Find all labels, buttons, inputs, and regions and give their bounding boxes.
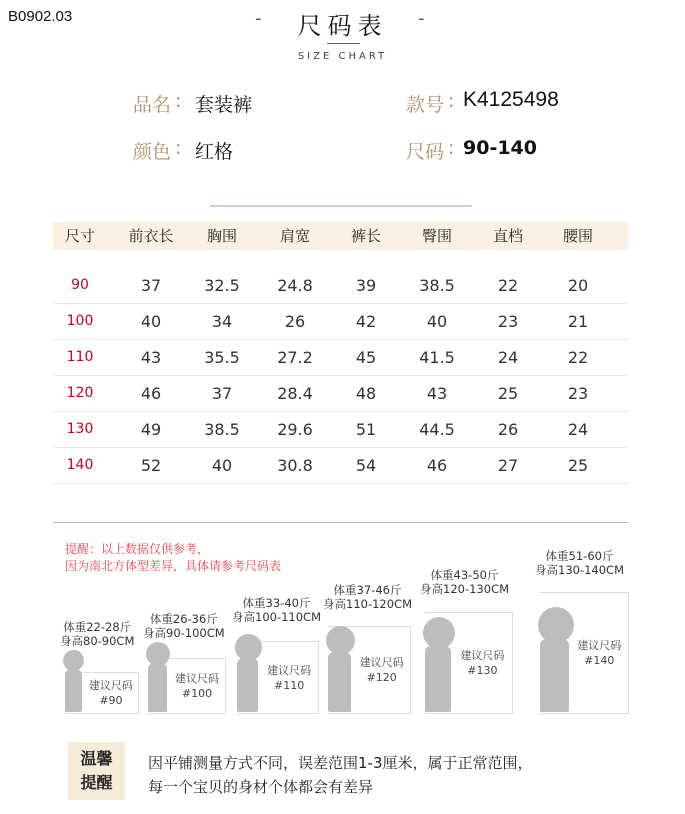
table-row bbox=[53, 412, 628, 448]
table-cell: 39 bbox=[355, 276, 377, 295]
table-cell: 49 bbox=[140, 420, 162, 439]
suggest-size: #90 bbox=[99, 694, 123, 707]
colon: : bbox=[175, 137, 182, 159]
size-cell: 140 bbox=[66, 457, 94, 473]
table-cell: 35.5 bbox=[204, 348, 240, 367]
suggest-label: 建议尺码 bbox=[460, 649, 505, 662]
size-value: 90-140 bbox=[463, 137, 537, 159]
table-cell: 43 bbox=[140, 348, 162, 367]
column-header: 胸围 bbox=[206, 227, 237, 245]
section-divider bbox=[210, 205, 472, 207]
color-value: 红格 bbox=[195, 141, 234, 163]
figure-height: 身高80-90CM bbox=[60, 634, 135, 648]
table-cell: 40 bbox=[426, 312, 448, 331]
table-header bbox=[53, 222, 628, 250]
table-cell: 25 bbox=[497, 384, 519, 403]
table-row bbox=[53, 340, 628, 376]
colon: : bbox=[448, 137, 455, 159]
figure-weight: 体重33-40斤 bbox=[242, 596, 311, 610]
figure-weight: 体重26-36斤 bbox=[149, 612, 218, 626]
table-cell: 32.5 bbox=[204, 276, 240, 295]
figure-weight: 体重22-28斤 bbox=[63, 620, 132, 634]
table-cell: 42 bbox=[355, 312, 377, 331]
table-cell: 46 bbox=[426, 456, 448, 475]
tips-badge-line2: 提醒 bbox=[80, 773, 113, 792]
size-cell: 90 bbox=[71, 277, 89, 293]
table-cell: 40 bbox=[211, 456, 233, 475]
table-cell: 41.5 bbox=[419, 348, 455, 367]
figure-height: 身高120-130CM bbox=[420, 582, 510, 596]
size-cell: 120 bbox=[66, 385, 94, 401]
tips-line-1: 因平铺测量方式不同，误差范围1-3厘米，属于正常范围， bbox=[148, 754, 533, 772]
colon: : bbox=[448, 90, 455, 112]
table-cell: 54 bbox=[355, 456, 377, 475]
table-cell: 24 bbox=[567, 420, 589, 439]
title-underline bbox=[327, 43, 360, 44]
table-cell: 22 bbox=[497, 276, 519, 295]
name-value: 套装裤 bbox=[195, 94, 253, 116]
child-silhouette-icon bbox=[146, 642, 170, 666]
title-dash-left: - bbox=[255, 8, 262, 29]
page-subtitle: SIZE CHART bbox=[297, 51, 388, 62]
figure-height: 身高100-110CM bbox=[232, 610, 322, 624]
table-row bbox=[53, 376, 628, 412]
column-header: 腰围 bbox=[562, 227, 593, 245]
table-row bbox=[53, 304, 628, 340]
child-silhouette-icon bbox=[63, 650, 84, 671]
notice-line-1: 提醒：以上数据仅供参考， bbox=[65, 542, 210, 556]
table-cell: 37 bbox=[140, 276, 162, 295]
colon: : bbox=[175, 90, 182, 112]
column-header: 裤长 bbox=[350, 227, 381, 245]
figure-measurements bbox=[420, 568, 509, 596]
suggested-size bbox=[353, 655, 410, 685]
child-silhouette-icon bbox=[328, 652, 351, 712]
table-cell: 27.2 bbox=[277, 348, 313, 367]
table-cell: 37 bbox=[211, 384, 233, 403]
table-cell: 24 bbox=[497, 348, 519, 367]
table-cell: 20 bbox=[567, 276, 589, 295]
suggest-size: #120 bbox=[366, 671, 397, 684]
figure-measurements bbox=[60, 620, 134, 648]
table-cell: 23 bbox=[567, 384, 589, 403]
name-label: 品名 bbox=[133, 94, 172, 116]
table-cell: 28.4 bbox=[277, 384, 313, 403]
figure-weight: 体重43-50斤 bbox=[430, 568, 499, 582]
figure-height: 身高90-100CM bbox=[143, 626, 225, 640]
page-title: 尺码表 bbox=[297, 12, 388, 40]
suggest-size: #100 bbox=[181, 687, 213, 700]
suggested-size bbox=[169, 671, 225, 701]
tips-badge bbox=[68, 742, 125, 800]
notice-line-2: 因为南北方体型差异，具体请参考尺码表 bbox=[65, 559, 282, 573]
size-cell: 110 bbox=[66, 349, 94, 365]
size-label: 尺码 bbox=[406, 141, 445, 163]
tips-line-2: 每一个宝贝的身材个体都会有差异 bbox=[148, 778, 374, 796]
table-cell: 46 bbox=[140, 384, 162, 403]
table-cell: 25 bbox=[567, 456, 589, 475]
table-cell: 43 bbox=[426, 384, 448, 403]
column-header: 前衣长 bbox=[128, 227, 174, 245]
suggest-label: 建议尺码 bbox=[267, 663, 312, 677]
table-row bbox=[53, 268, 628, 304]
table-cell: 45 bbox=[355, 348, 377, 367]
figure-measurements bbox=[143, 612, 225, 640]
column-header: 臀围 bbox=[421, 227, 452, 245]
column-header: 直档 bbox=[492, 227, 523, 245]
table-cell: 30.8 bbox=[277, 456, 313, 475]
suggested-size bbox=[260, 663, 318, 693]
suggest-size: #130 bbox=[467, 664, 498, 677]
color-label: 颜色 bbox=[133, 141, 172, 163]
figure-measurements bbox=[232, 596, 321, 624]
figure-height: 身高130-140CM bbox=[535, 563, 625, 577]
child-silhouette-icon bbox=[538, 607, 574, 643]
child-silhouette-icon bbox=[425, 646, 451, 712]
column-header: 尺寸 bbox=[64, 227, 95, 245]
table-cell: 52 bbox=[140, 456, 162, 475]
section-divider bbox=[53, 522, 628, 523]
figure-height: 身高110-120CM bbox=[323, 597, 413, 611]
column-header: 肩宽 bbox=[279, 227, 310, 245]
child-silhouette-icon bbox=[148, 663, 167, 712]
table-cell: 38.5 bbox=[204, 420, 240, 439]
table-cell: 26 bbox=[497, 420, 519, 439]
table-cell: 29.6 bbox=[277, 420, 313, 439]
table-cell: 21 bbox=[567, 312, 589, 331]
table-cell: 40 bbox=[140, 312, 162, 331]
suggest-label: 建议尺码 bbox=[88, 679, 133, 692]
table-cell: 27 bbox=[497, 456, 519, 475]
figure-weight: 体重37-46斤 bbox=[333, 583, 402, 597]
figure-weight: 体重51-60斤 bbox=[545, 549, 614, 563]
suggested-size bbox=[453, 648, 512, 678]
title-dash-right: - bbox=[418, 8, 425, 29]
suggest-label: 建议尺码 bbox=[359, 656, 404, 669]
table-cell: 26 bbox=[284, 312, 306, 331]
size-cell: 130 bbox=[66, 421, 94, 437]
child-silhouette-icon bbox=[235, 634, 262, 661]
suggest-size: #110 bbox=[273, 678, 305, 692]
table-cell: 22 bbox=[567, 348, 589, 367]
product-code: B0902.03 bbox=[8, 8, 73, 25]
table-cell: 44.5 bbox=[419, 420, 455, 439]
table-cell: 38.5 bbox=[419, 276, 455, 295]
child-silhouette-icon bbox=[65, 669, 82, 712]
table-row bbox=[53, 448, 628, 484]
table-cell: 51 bbox=[355, 420, 377, 439]
figure-measurements bbox=[323, 583, 412, 611]
table-cell: 23 bbox=[497, 312, 519, 331]
child-silhouette-icon bbox=[237, 658, 258, 712]
suggested-size bbox=[84, 678, 138, 708]
table-cell: 48 bbox=[355, 384, 377, 403]
suggest-label: 建议尺码 bbox=[577, 639, 622, 652]
tips-badge-line1: 温馨 bbox=[80, 749, 113, 768]
table-cell: 34 bbox=[211, 312, 233, 331]
suggested-size bbox=[571, 638, 628, 668]
table-cell: 24.8 bbox=[277, 276, 313, 295]
size-cell: 100 bbox=[66, 313, 94, 329]
child-silhouette-icon bbox=[540, 639, 569, 712]
style-value: K4125498 bbox=[463, 88, 559, 111]
suggest-label: 建议尺码 bbox=[175, 672, 219, 685]
style-label: 款号 bbox=[406, 94, 445, 116]
figure-measurements bbox=[535, 549, 624, 577]
suggest-size: #140 bbox=[584, 654, 615, 667]
